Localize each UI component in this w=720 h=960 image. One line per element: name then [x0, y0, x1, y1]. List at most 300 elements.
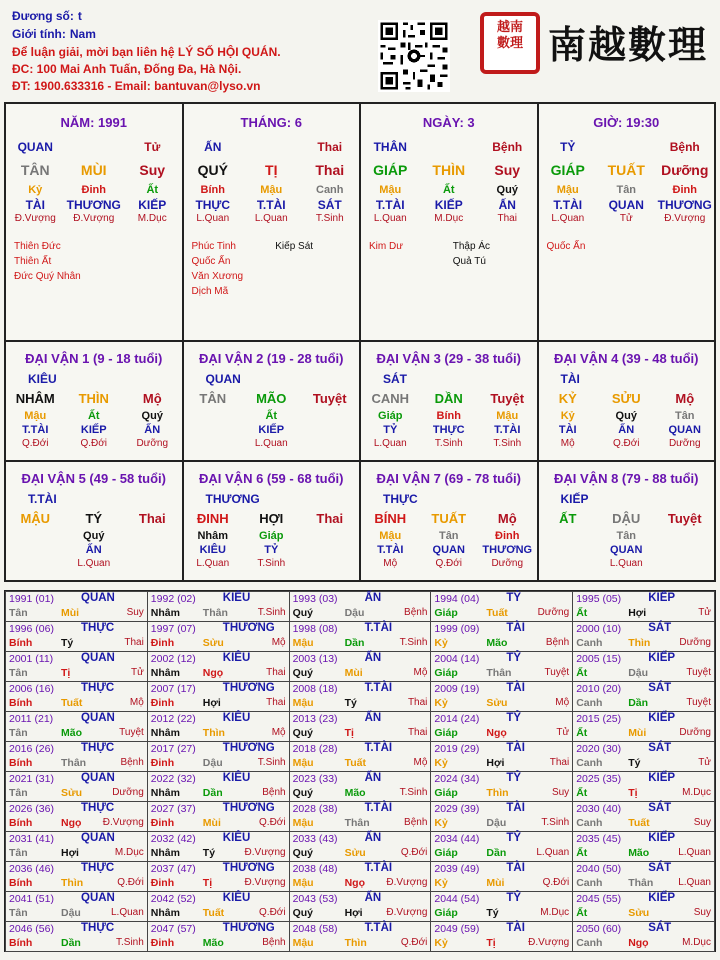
year-cell-content	[434, 622, 569, 650]
dai-van-phase-row-cell	[123, 558, 182, 571]
dai-van-ten-god: TÀI	[560, 372, 580, 386]
dai-van-hidden-god-row-cell: QUAN	[432, 544, 465, 556]
year-phase: M.Dục	[540, 907, 570, 918]
pillar-ten-god-row-cell	[420, 140, 479, 156]
pillar-ten-god-row-cell	[65, 140, 124, 156]
star-label: Dịch Mã	[191, 286, 229, 297]
pillar-stars-left	[14, 239, 98, 284]
year-label: 2007 (17)	[150, 683, 196, 695]
pillar-hidden-god-row	[539, 198, 715, 213]
year-cell	[6, 922, 148, 952]
year-phase: L.Quan	[678, 877, 711, 888]
dai-van-hidden-stem-row-cell	[301, 530, 360, 544]
dai-van-box	[4, 340, 184, 462]
year-ten-god: QUAN	[81, 712, 115, 724]
pillar-stem-branch-row-cell: Suy	[494, 162, 521, 178]
year-cell	[147, 832, 289, 862]
year-ten-god: THỰC	[81, 862, 115, 874]
pillar-stem-branch-row-cell: Dưỡng	[661, 162, 709, 178]
year-phase: T.Sinh	[399, 637, 428, 648]
year-label: 2021 (31)	[9, 773, 54, 785]
year-cell-content	[151, 802, 286, 830]
year-phase: Thai	[124, 637, 144, 648]
year-branch: Tuất	[344, 757, 366, 769]
year-branch: Tuất	[61, 697, 83, 709]
year-row	[6, 592, 715, 622]
dai-van-hidden-stem-row	[539, 530, 715, 544]
year-cell	[147, 802, 289, 832]
dai-van-hidden-stem-row-cell: Bính	[436, 410, 461, 422]
year-phase: Bệnh	[545, 637, 570, 648]
year-label: 2002 (12)	[150, 653, 196, 665]
year-phase: Q.Đới	[400, 847, 428, 858]
dai-van-hidden-stem-row-cell	[539, 530, 598, 544]
year-cell-content	[9, 892, 144, 920]
dai-van-stem-branch-row-cell: Mộ	[497, 511, 517, 526]
dai-van-phase-row	[184, 558, 360, 571]
year-label: 2048 (58)	[292, 923, 338, 935]
pillar-stem-branch-row-cell: TỊ	[265, 162, 278, 178]
year-cell	[289, 712, 431, 742]
year-stem: Mậu	[292, 877, 314, 889]
year-ten-god: KIẾP	[648, 832, 676, 844]
pillar-hidden-stem-row	[539, 184, 715, 198]
year-stem: Nhâm	[150, 787, 180, 799]
star-label: Đức Quý Nhân	[14, 271, 81, 282]
year-label: 2033 (43)	[292, 833, 338, 845]
year-cell-content	[293, 772, 428, 800]
year-phase: Suy	[693, 817, 711, 828]
year-stem: Tân	[9, 727, 28, 739]
dai-van-stem-branch-row-cell: Mộ	[675, 391, 695, 406]
year-stem: Mậu	[292, 697, 314, 709]
year-cell	[147, 682, 289, 712]
year-label: 2009 (19)	[434, 683, 480, 695]
year-branch: Thân	[61, 757, 87, 769]
year-ten-god: THƯƠNG	[222, 802, 275, 814]
year-row	[6, 922, 715, 952]
year-stem: Canh	[576, 817, 603, 829]
pillar-phase-row-cell: L.Quan	[551, 213, 585, 224]
year-cell-content	[434, 892, 569, 920]
dai-van-stem-branch-row	[361, 511, 537, 530]
year-branch: Tý	[486, 907, 499, 919]
dai-van-stem-branch-row-cell: KỶ	[558, 391, 577, 406]
dai-van-hidden-stem-row-cell: Giáp	[259, 530, 284, 542]
year-cell-content	[576, 712, 711, 740]
dai-van-hidden-god-row-cell: THƯƠNG	[482, 544, 533, 556]
dai-van-box	[182, 460, 362, 582]
pillar-hidden-god-row	[361, 198, 537, 213]
dai-van-title: ĐẠI VẬN 5 (49 - 58 tuổi)	[21, 471, 166, 486]
pillar-phase-row	[361, 213, 537, 227]
year-cell-content	[9, 832, 144, 860]
dai-van-stem-branch-row-cell: TUẤT	[431, 511, 467, 526]
dai-van-hidden-god-row-cell: T.TÀI	[22, 424, 49, 436]
year-cell-content	[434, 712, 569, 740]
year-branch: Tý	[61, 637, 74, 649]
year-stem: Đinh	[150, 877, 175, 889]
year-ten-god: TỶ	[506, 652, 522, 664]
year-phase: Suy	[126, 607, 144, 618]
year-stem: Đinh	[150, 817, 175, 829]
year-label: 2025 (35)	[576, 773, 622, 785]
year-ten-god: KIÊU	[222, 592, 251, 604]
year-branch: Dậu	[628, 667, 649, 679]
year-cell-content	[576, 772, 711, 800]
year-stem: Giáp	[434, 727, 458, 739]
year-cell	[6, 832, 148, 862]
year-branch: Sửu	[486, 697, 508, 709]
year-stem: Canh	[576, 937, 603, 949]
year-cell-content	[293, 592, 428, 620]
year-stem: Mậu	[292, 637, 314, 649]
owner-info	[12, 8, 352, 95]
dai-van-title: ĐẠI VẬN 6 (59 - 68 tuổi)	[199, 471, 344, 486]
year-cell-content	[293, 802, 428, 830]
pillar-hidden-stem-row-cell: Mậu	[379, 184, 402, 196]
year-label: 2045 (55)	[576, 893, 622, 905]
year-cell	[573, 772, 715, 802]
pillar-hidden-stem-row-cell: Ất	[146, 184, 159, 196]
year-stem: Đinh	[150, 697, 175, 709]
year-label: 2046 (56)	[9, 923, 54, 935]
dai-van-hidden-god-row-cell	[301, 424, 360, 438]
pillar-hidden-stem-row-cell: Quý	[496, 184, 518, 196]
pillar-hidden-god-row-cell: TÀI	[25, 198, 45, 212]
year-stem: Kỷ	[434, 817, 448, 829]
dai-van-phase-row-cell: L.Quan	[196, 558, 230, 569]
year-stem: Nhâm	[150, 607, 180, 619]
pillar-hidden-stem-row-cell: Canh	[316, 184, 344, 196]
year-ten-god: THƯƠNG	[222, 922, 275, 934]
year-cell	[147, 862, 289, 892]
year-stem: Kỷ	[434, 697, 448, 709]
year-label: 1997 (07)	[150, 623, 196, 635]
year-branch: Hợi	[202, 697, 221, 709]
pillar-hidden-god-row-cell: THƯƠNG	[66, 198, 121, 212]
year-stem: Bính	[9, 757, 33, 769]
year-branch: Thân	[486, 667, 512, 679]
dai-van-hidden-stem-row-cell: Tân	[438, 530, 459, 542]
pillar-stem-branch-row-cell: QUÝ	[197, 162, 228, 178]
year-cell	[147, 652, 289, 682]
year-phase: Bệnh	[262, 937, 286, 948]
dai-van-ten-god: T.TÀI	[28, 492, 57, 506]
year-label: 1994 (04)	[434, 593, 480, 605]
year-label: 2014 (24)	[434, 713, 480, 725]
year-cell-content	[151, 592, 286, 620]
dai-van-hidden-god-row	[6, 544, 182, 558]
year-cell-content	[293, 682, 428, 710]
dai-van-phase-row	[6, 438, 182, 451]
year-label: 2011 (21)	[9, 713, 54, 725]
dai-van-hidden-stem-row-cell	[301, 410, 360, 424]
year-phase: Mộ	[129, 697, 144, 708]
year-ten-god: KIÊU	[222, 712, 251, 724]
dai-van-hidden-stem-row-cell	[184, 410, 243, 424]
year-ten-god: THƯƠNG	[222, 682, 275, 694]
year-ten-god: KIẾP	[648, 592, 676, 604]
pillar-phase-row	[184, 213, 360, 227]
dai-van-stem-branch-row-cell: CANH	[371, 391, 410, 406]
year-cell-content	[151, 922, 286, 950]
year-cell	[289, 922, 431, 952]
qr-code-icon[interactable]	[378, 20, 450, 92]
dai-van-phase-row-cell	[301, 438, 360, 451]
year-ten-god: KIẾP	[648, 712, 676, 724]
dai-van-hidden-stem-row-cell: Quý	[615, 410, 637, 422]
dai-van-phase-row	[184, 438, 360, 451]
star-label: Phúc Tinh	[191, 241, 236, 252]
year-ten-god: TỶ	[506, 712, 522, 724]
year-branch: Ngọ	[486, 727, 507, 739]
dai-van-phase-row-cell	[539, 558, 598, 571]
pillar-title: THÁNG: 6	[240, 115, 302, 130]
year-stem: Canh	[576, 637, 603, 649]
star-label: Kiếp Sát	[275, 241, 314, 252]
year-ten-god: QUAN	[81, 832, 115, 844]
dai-van-hidden-god-row	[184, 544, 360, 558]
year-cell	[431, 802, 573, 832]
year-cell	[573, 712, 715, 742]
dai-van-stem-branch-row-cell: MẬU	[20, 511, 51, 526]
year-cell-content	[293, 742, 428, 770]
year-phase: Thai	[266, 697, 286, 708]
year-cell-content	[293, 892, 428, 920]
pillar-hidden-stem-row-cell: Đinh	[81, 184, 106, 196]
year-cell	[6, 802, 148, 832]
dai-van-title: ĐẠI VẬN 1 (9 - 18 tuổi)	[25, 351, 163, 366]
year-cell-content	[9, 682, 144, 710]
dai-van-phase-row	[539, 558, 715, 571]
year-phase: Tuyệt	[544, 667, 570, 678]
year-stem: Quý	[292, 727, 314, 739]
pillar-stars-left	[547, 239, 631, 254]
dai-van-hidden-stem-row-cell: Tân	[616, 530, 637, 542]
dai-van-box	[4, 460, 184, 582]
year-row	[6, 622, 715, 652]
year-label: 2034 (44)	[434, 833, 480, 845]
year-branch: Mùi	[61, 607, 80, 619]
dai-van-hidden-god-row-cell: ẤN	[144, 424, 161, 436]
year-phase: T.Sinh	[116, 937, 144, 948]
year-ten-god: T.TÀI	[364, 802, 393, 814]
year-ten-god: QUAN	[81, 892, 115, 904]
year-cell	[147, 922, 289, 952]
year-cell-content	[9, 742, 144, 770]
year-cell	[6, 592, 148, 622]
year-cell-content	[434, 862, 569, 890]
year-label: 1993 (03)	[292, 593, 338, 605]
year-phase: T.Sinh	[399, 787, 428, 798]
four-pillars	[4, 102, 716, 342]
year-branch: Dần	[61, 937, 81, 949]
pillar-hidden-god-row-cell: KIẾP	[434, 198, 463, 212]
year-branch: Dậu	[344, 607, 365, 619]
year-phase: Đ.Vượng	[102, 817, 144, 828]
year-label: 2016 (26)	[9, 743, 54, 755]
year-branch: Dậu	[486, 817, 507, 829]
year-cell-content	[434, 592, 569, 620]
year-cell	[289, 772, 431, 802]
year-phase: L.Quan	[536, 847, 570, 858]
year-cell-content	[151, 862, 286, 890]
pillar-hidden-stem-row	[184, 184, 360, 198]
year-label: 2031 (41)	[9, 833, 54, 845]
year-stem: Canh	[576, 697, 603, 709]
dai-van-stem-branch-row-cell: Tuyệt	[667, 511, 702, 526]
dai-van-phase-row	[361, 558, 537, 571]
year-branch: Mão	[61, 727, 82, 739]
dai-van-hidden-god-row-cell: TÀI	[558, 424, 577, 436]
year-branch: Mão	[628, 847, 650, 859]
owner-label: Đương số:	[12, 9, 74, 23]
year-branch: Thìn	[628, 637, 651, 649]
year-branch: Tý	[344, 697, 357, 709]
pillar-stars-left	[369, 239, 453, 269]
year-ten-god: TÀI	[506, 742, 525, 754]
dai-van-stem-branch-row	[184, 391, 360, 410]
address-line: ĐC: 100 Mai Anh Tuấn, Đống Đa, Hà Nội.	[12, 62, 242, 76]
year-phase: T.Sinh	[257, 757, 286, 768]
year-row	[6, 832, 715, 862]
dai-van-phase-row-cell	[184, 438, 243, 451]
dai-van-ten-god: QUAN	[205, 372, 241, 386]
dai-van-stem-branch-row-cell: ẤT	[559, 511, 577, 526]
star-label: Quốc Ấn	[546, 241, 586, 252]
year-label: 2036 (46)	[9, 863, 54, 875]
year-phase: Mộ	[271, 637, 286, 648]
year-cell	[573, 862, 715, 892]
year-cell-content	[293, 622, 428, 650]
year-phase: Dưỡng	[679, 727, 711, 738]
year-cell-content	[434, 802, 569, 830]
year-row	[6, 742, 715, 772]
dai-van-hidden-god-row-cell: KIÊU	[199, 544, 226, 556]
year-branch: Mùi	[486, 877, 505, 889]
pillar-phase-row-cell: M.Dục	[137, 213, 167, 224]
year-branch: Hợi	[61, 847, 79, 859]
dai-van-hidden-god-row-cell	[123, 544, 182, 558]
year-stem: Mậu	[292, 937, 314, 949]
dai-van-hidden-god-row-cell: KIẾP	[258, 424, 285, 436]
dai-van-hidden-stem-row-cell: Giáp	[378, 410, 403, 422]
pillar-hidden-god-row-cell: T.TÀI	[256, 198, 286, 212]
year-branch: Ngọ	[344, 877, 366, 889]
dai-van-hidden-stem-row-cell	[123, 530, 182, 544]
star-label: Kim Dư	[369, 241, 403, 252]
year-phase: M.Dục	[682, 937, 711, 948]
year-ten-god: QUAN	[81, 772, 115, 784]
pillar-hidden-stem-row	[6, 184, 182, 198]
pillar-stem-branch-row	[539, 162, 715, 182]
dai-van-hidden-stem-row-cell: Quý	[141, 410, 163, 422]
dai-van-hidden-stem-row-cell: Mậu	[379, 530, 402, 542]
dai-van-stem-branch-row-cell: DẬU	[612, 511, 641, 526]
pillar-phase-row-cell: L.Quan	[254, 213, 288, 224]
pillar-stars-right	[630, 239, 714, 254]
dai-van-hidden-god-row-cell: ẤN	[85, 544, 102, 556]
year-label: 2038 (48)	[292, 863, 338, 875]
year-phase: Tử	[698, 607, 711, 618]
year-branch: Thìn	[486, 787, 509, 799]
pillar-phase-row-cell: Đ.Vượng	[73, 213, 115, 224]
star-label: Thập Ác	[452, 241, 490, 252]
year-cell-content	[151, 772, 286, 800]
pillar-box	[359, 102, 539, 342]
dai-van-hidden-stem-row-cell: Quý	[83, 530, 105, 542]
year-cell-content	[576, 832, 711, 860]
dai-van-box	[359, 340, 539, 462]
dai-van-hidden-god-row	[539, 424, 715, 438]
year-cell	[147, 622, 289, 652]
year-stem: Tân	[9, 607, 28, 619]
year-ten-god: T.TÀI	[364, 682, 393, 694]
year-branch: Sửu	[61, 787, 83, 799]
year-ten-god: ẤN	[364, 892, 382, 904]
year-phase: Mộ	[413, 757, 428, 768]
year-cell-content	[293, 832, 428, 860]
pillar-phase-row-cell: T.Sinh	[315, 213, 344, 224]
dai-van-hidden-stem-row	[539, 410, 715, 424]
year-stem: Nhâm	[150, 907, 180, 919]
year-cell-content	[9, 862, 144, 890]
year-cell-content	[293, 712, 428, 740]
dai-van-hidden-god-row-cell	[6, 544, 65, 558]
year-phase: Suy	[693, 907, 711, 918]
year-branch: Dậu	[61, 907, 81, 919]
pillar-stem-branch-row	[361, 162, 537, 182]
year-phase: Thai	[407, 727, 428, 738]
year-label: 2004 (14)	[434, 653, 480, 665]
year-cell-content	[151, 682, 286, 710]
pillar-stars	[539, 239, 715, 254]
pillar-title: NĂM: 1991	[60, 115, 127, 130]
annual-years-grid	[4, 590, 716, 952]
year-cell	[6, 892, 148, 922]
dai-van-stem-branch-row-cell: THÌN	[78, 391, 109, 406]
dai-van-phase-row-cell: T.Sinh	[493, 438, 522, 449]
year-phase: Thai	[266, 667, 286, 678]
year-label: 2005 (15)	[576, 653, 622, 665]
year-stem: Quý	[292, 787, 314, 799]
dai-van-hidden-god-row-cell: T.TÀI	[494, 424, 521, 436]
dai-van-stem-branch-row-cell: Mộ	[142, 391, 162, 406]
dai-van-phase-row-cell: Dưỡng	[136, 438, 169, 449]
year-ten-god: SÁT	[648, 622, 672, 634]
year-phase: Tử	[698, 757, 711, 768]
year-stem: Mậu	[292, 757, 314, 769]
pillar-phase-row-cell: L.Quan	[373, 213, 407, 224]
year-cell	[289, 592, 431, 622]
year-stem: Quý	[292, 667, 314, 679]
year-ten-god: KIẾP	[648, 892, 676, 904]
year-label: 2000 (10)	[576, 623, 622, 635]
year-cell-content	[434, 832, 569, 860]
year-branch: Thân	[628, 877, 654, 889]
year-phase: Thai	[407, 697, 428, 708]
year-row	[6, 802, 715, 832]
year-ten-god: SÁT	[648, 742, 672, 754]
year-stem: Ất	[576, 907, 588, 919]
dai-van-hidden-stem-row-cell: Kỷ	[560, 410, 575, 422]
dai-van-hidden-stem-row	[184, 530, 360, 544]
pillar-ten-god-row-cell: Thai	[317, 140, 343, 154]
dai-van-hidden-stem-row-cell: Đinh	[495, 530, 520, 542]
year-ten-god: ẤN	[364, 832, 382, 844]
year-stem: Kỷ	[434, 757, 448, 769]
